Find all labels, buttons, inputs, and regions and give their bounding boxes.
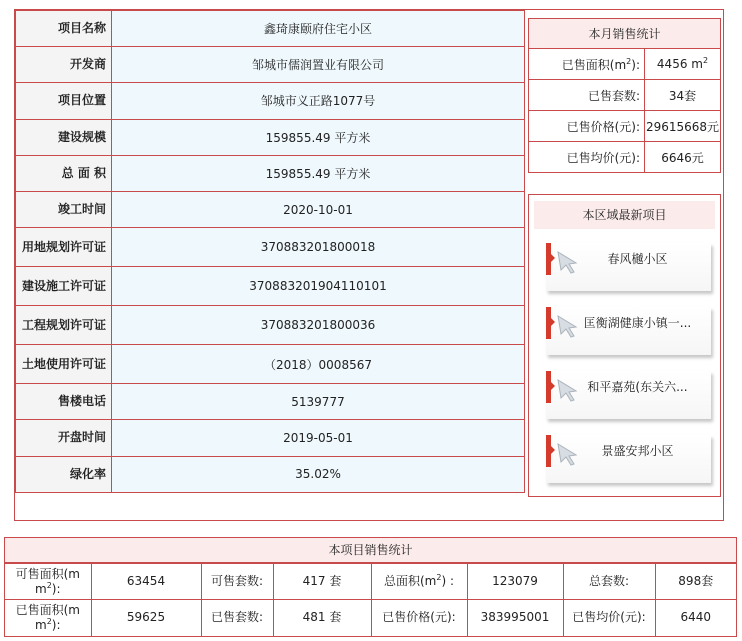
total-area-value: 123079 xyxy=(467,564,563,600)
info-row xyxy=(16,384,525,420)
info-row-label: 工程规划许可证 xyxy=(16,306,112,345)
info-row-value: （2018）0008567 xyxy=(112,345,525,384)
info-row xyxy=(16,119,525,155)
sold-units-label: 已售套数: xyxy=(201,600,273,636)
sold-area-label: 已售面积(m $m^2$): xyxy=(5,600,91,636)
saleable-units-label: 可售套数: xyxy=(201,564,273,600)
info-row-value: 5139777 xyxy=(112,384,525,420)
monthly-sold-units-value: 34套 xyxy=(645,80,721,111)
info-row xyxy=(16,345,525,384)
monthly-sold-price-label: 已售价格(元): xyxy=(529,111,645,142)
info-row-label: 绿化率 xyxy=(16,456,112,492)
avg-price-label: 已售均价(元): xyxy=(563,600,655,636)
info-row-label: 土地使用许可证 xyxy=(16,345,112,384)
monthly-sold-price-value: 29615668元 xyxy=(645,111,721,142)
project-info-table xyxy=(15,10,525,493)
monthly-sold-area-label: 已售面积$(m^2)$: xyxy=(529,49,645,80)
project-info-panel xyxy=(14,9,724,521)
monthly-sold-units-label: 已售套数: xyxy=(529,80,645,111)
info-row-label: 开发商 xyxy=(16,47,112,83)
sold-price-value: 383995001 xyxy=(467,600,563,636)
info-row xyxy=(16,267,525,306)
project-sales-table xyxy=(5,563,736,636)
info-row xyxy=(16,420,525,456)
info-row-value: 邹城市义正路1077号 xyxy=(112,83,525,119)
monthly-sales-title: 本月销售统计 xyxy=(529,19,721,49)
monthly-sales-table xyxy=(528,18,721,173)
info-row-value: 鑫琦康颐府住宅小区 xyxy=(112,11,525,47)
cursor-arrow-icon xyxy=(555,249,581,275)
latest-projects-title: 本区域最新项目 xyxy=(534,201,715,229)
saleable-units-value: 417 套 xyxy=(273,564,371,600)
latest-project-name[interactable]: 匡衡湖健康小镇一... xyxy=(583,316,692,330)
cursor-arrow-icon xyxy=(555,377,581,403)
info-row-value: 35.02% xyxy=(112,456,525,492)
info-row-value: 370883201800018 xyxy=(112,228,525,267)
info-row xyxy=(16,306,525,345)
sold-area-value: 59625 xyxy=(91,600,201,636)
info-row-label: 项目位置 xyxy=(16,83,112,119)
latest-project-name[interactable]: 春风樾小区 xyxy=(607,252,668,266)
right-column xyxy=(528,18,721,458)
info-row xyxy=(16,456,525,492)
project-sales-panel xyxy=(4,537,737,637)
info-row-value: 邹城市儒润置业有限公司 xyxy=(112,47,525,83)
cursor-arrow-icon xyxy=(555,441,581,467)
latest-project-link[interactable] xyxy=(546,371,711,419)
info-row-label: 开盘时间 xyxy=(16,420,112,456)
info-row-label: 用地规划许可证 xyxy=(16,228,112,267)
latest-projects-panel xyxy=(528,194,721,497)
latest-project-link[interactable] xyxy=(546,435,711,483)
monthly-sold-area-value: 4456 $m^2$ xyxy=(645,49,721,80)
monthly-avg-price-value: 6646元 xyxy=(645,142,721,173)
info-row-value: 2019-05-01 xyxy=(112,420,525,456)
latest-project-link[interactable] xyxy=(546,243,711,291)
info-row-label: 总 面 积 xyxy=(16,155,112,191)
info-row-value: 370883201904110101 xyxy=(112,267,525,306)
info-row xyxy=(16,83,525,119)
sold-price-label: 已售价格(元): xyxy=(371,600,467,636)
latest-project-link[interactable] xyxy=(546,307,711,355)
cursor-arrow-icon xyxy=(555,313,581,339)
info-row-value: 159855.49 平方米 xyxy=(112,119,525,155)
total-area-label: 总面积$(m^2)$ : xyxy=(371,564,467,600)
info-row-label: 项目名称 xyxy=(16,11,112,47)
latest-project-name[interactable]: 景盛安邦小区 xyxy=(601,444,674,458)
info-row-value: 159855.49 平方米 xyxy=(112,155,525,191)
total-units-label: 总套数: xyxy=(563,564,655,600)
latest-project-name[interactable]: 和平嘉苑(东关六... xyxy=(587,380,688,394)
info-row-label: 售楼电话 xyxy=(16,384,112,420)
info-row xyxy=(16,191,525,227)
sold-units-value: 481 套 xyxy=(273,600,371,636)
info-row-value: 2020-10-01 xyxy=(112,191,525,227)
avg-price-value: 6440 xyxy=(655,600,736,636)
monthly-avg-price-label: 已售均价(元): xyxy=(529,142,645,173)
info-row xyxy=(16,155,525,191)
info-row-label: 竣工时间 xyxy=(16,191,112,227)
info-row xyxy=(16,11,525,47)
saleable-area-label: 可售面积(m $m^2$): xyxy=(5,564,91,600)
project-sales-title: 本项目销售统计 xyxy=(5,538,736,563)
info-row-value: 370883201800036 xyxy=(112,306,525,345)
info-row xyxy=(16,47,525,83)
info-row xyxy=(16,228,525,267)
info-row-label: 建设规模 xyxy=(16,119,112,155)
saleable-area-value: 63454 xyxy=(91,564,201,600)
info-row-label: 建设施工许可证 xyxy=(16,267,112,306)
total-units-value: 898套 xyxy=(655,564,736,600)
